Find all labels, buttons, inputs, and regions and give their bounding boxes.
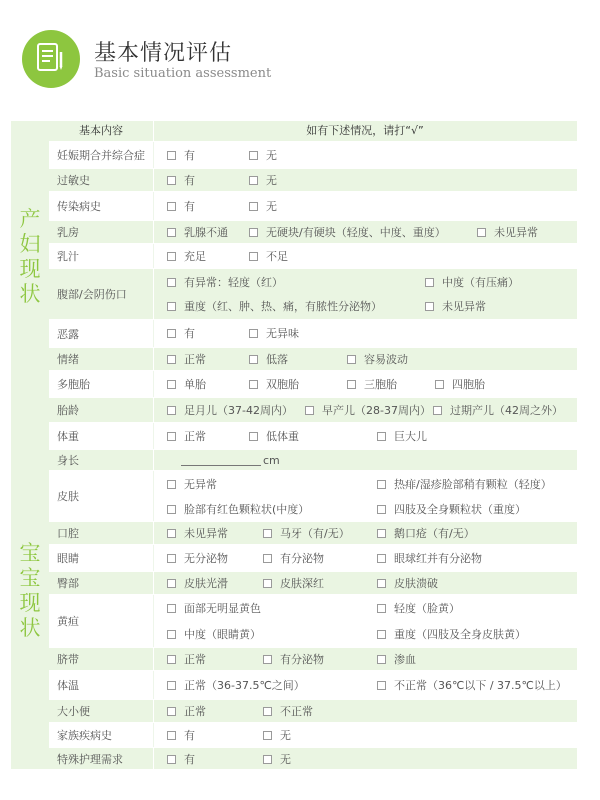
option[interactable]: 过期产儿（42周之外） [433, 403, 563, 417]
option[interactable]: 无硬块/有硬块（轻度、中度、重度） [249, 225, 446, 239]
table-row [49, 348, 577, 370]
option[interactable]: 重度（四肢及全身皮肤黄） [377, 627, 526, 641]
row-label: 腹部/会阴伤口 [57, 288, 127, 301]
checkbox[interactable] [377, 554, 386, 563]
option[interactable]: 无 [263, 752, 291, 766]
option[interactable]: 有分泌物 [263, 652, 324, 666]
row-label: 大小便 [57, 705, 90, 718]
option[interactable]: 有 [167, 199, 195, 213]
row-label: 过敏史 [57, 174, 90, 187]
checkbox[interactable] [167, 176, 176, 185]
option[interactable]: 无异常 [167, 477, 217, 491]
checkbox[interactable] [167, 655, 176, 664]
option[interactable]: 有 [167, 326, 195, 340]
table-row [49, 723, 577, 747]
checkbox[interactable] [347, 355, 356, 364]
option[interactable]: 皮肤深红 [263, 576, 324, 590]
table-row [49, 142, 577, 168]
row-label: 脐带 [57, 653, 79, 666]
option[interactable]: 无 [249, 199, 277, 213]
checkbox[interactable] [249, 176, 258, 185]
checkbox[interactable] [377, 681, 386, 690]
option[interactable]: 双胞胎 [249, 377, 299, 391]
checkbox[interactable] [263, 655, 272, 664]
checkbox[interactable] [263, 554, 272, 563]
table-row [49, 471, 577, 521]
row-label: 身长 [57, 454, 79, 467]
checkbox[interactable] [249, 380, 258, 389]
option[interactable]: 有分泌物 [263, 551, 324, 565]
option[interactable]: 皮肤光滑 [167, 576, 228, 590]
option[interactable]: 充足 [167, 249, 206, 263]
checkbox[interactable] [167, 380, 176, 389]
checkbox[interactable] [167, 630, 176, 639]
checkbox[interactable] [263, 579, 272, 588]
checkbox[interactable] [249, 151, 258, 160]
table-row [49, 700, 577, 722]
table-row [49, 595, 577, 647]
table-row [49, 371, 577, 397]
option[interactable]: 四胞胎 [435, 377, 485, 391]
side-label-baby [11, 423, 49, 769]
option[interactable]: 重度（红、肿、热、痛，有脓性分泌物） [167, 299, 382, 313]
checkbox[interactable] [249, 432, 258, 441]
option[interactable]: 未见异常 [477, 225, 538, 239]
checkbox[interactable] [249, 252, 258, 261]
checkbox[interactable] [347, 380, 356, 389]
row-label: 口腔 [57, 527, 79, 540]
checkbox[interactable] [167, 278, 176, 287]
option[interactable]: 正常 [167, 429, 206, 443]
row-label: 情绪 [57, 353, 79, 366]
checkbox[interactable] [167, 681, 176, 690]
checkbox[interactable] [167, 355, 176, 364]
option[interactable]: 面部无明显黄色 [167, 601, 261, 615]
side-char: 宝 [19, 566, 41, 590]
row-label: 皮肤 [57, 490, 79, 503]
checkbox[interactable] [477, 228, 486, 237]
row-label: 恶露 [57, 327, 79, 341]
option[interactable]: 正常 [167, 352, 206, 366]
option[interactable]: 不正常 [263, 704, 313, 718]
row-label: 妊娠期合并综合症 [57, 149, 145, 162]
side-char: 宝 [19, 541, 41, 565]
option[interactable]: 渗血 [377, 652, 416, 666]
checkbox[interactable] [263, 529, 272, 538]
side-char: 妇 [19, 232, 41, 256]
option[interactable]: 无异味 [249, 326, 299, 340]
checkbox[interactable] [263, 755, 272, 764]
page-subtitle: Basic situation assessment [94, 66, 272, 81]
table-row [49, 450, 577, 470]
table-header [49, 121, 577, 141]
checkbox[interactable] [263, 731, 272, 740]
header-instruction: 如有下述情况，请打“√” [306, 124, 424, 137]
row-label: 多胞胎 [57, 378, 90, 391]
checkbox[interactable] [377, 655, 386, 664]
checkbox[interactable] [167, 731, 176, 740]
checkbox[interactable] [167, 228, 176, 237]
option[interactable]: 巨大儿 [377, 429, 427, 443]
row-label: 家族疾病史 [57, 729, 112, 742]
checkbox[interactable] [305, 406, 314, 415]
option[interactable]: 眼球红并有分泌物 [377, 551, 482, 565]
checkbox[interactable] [377, 480, 386, 489]
checkbox[interactable] [433, 406, 442, 415]
checkbox[interactable] [167, 529, 176, 538]
table-row [49, 221, 577, 243]
checkbox[interactable] [167, 554, 176, 563]
checkbox[interactable] [425, 278, 434, 287]
option[interactable]: 皮肤溃破 [377, 576, 438, 590]
page-title: 基本情况评估 [94, 41, 233, 66]
option[interactable]: 不正常（36℃以下 / 37.5℃以上） [377, 678, 567, 692]
checkbox[interactable] [377, 579, 386, 588]
row-label: 特殊护理需求 [57, 752, 123, 766]
table-row [49, 320, 577, 347]
row-label: 乳房 [57, 226, 79, 239]
row-label: 传染病史 [57, 200, 101, 213]
checkbox[interactable] [167, 432, 176, 441]
option[interactable]: 有 [167, 148, 195, 162]
option[interactable]: 正常（36-37.5℃之间） [167, 678, 305, 692]
checkbox[interactable] [263, 707, 272, 716]
option[interactable]: 马牙（有/无） [263, 526, 350, 540]
row-label: 眼睛 [57, 552, 79, 565]
checkbox[interactable] [167, 302, 176, 311]
checkbox[interactable] [167, 329, 176, 338]
option[interactable]: 轻度（脸黄） [377, 601, 460, 615]
option[interactable]: 四肢及全身颗粒状（重度） [377, 502, 526, 516]
checkbox[interactable] [377, 432, 386, 441]
table-row [49, 748, 577, 769]
option[interactable]: 足月儿（37-42周内） [167, 403, 293, 417]
side-char: 状 [19, 282, 41, 306]
checkbox[interactable] [167, 707, 176, 716]
option[interactable]: 容易波动 [347, 352, 408, 366]
option[interactable]: 热痱/湿疹脸部稍有颗粒（轻度） [377, 477, 552, 491]
option[interactable]: 有 [167, 173, 195, 187]
option[interactable]: 单胎 [167, 377, 206, 391]
option[interactable]: 不足 [249, 249, 288, 263]
checkbox[interactable] [377, 505, 386, 514]
length-input[interactable]: cm [181, 453, 280, 467]
side-char: 状 [19, 616, 41, 640]
checkbox[interactable] [377, 529, 386, 538]
page-header [22, 30, 582, 90]
option[interactable]: 低体重 [249, 429, 299, 443]
table-row [49, 192, 577, 220]
option[interactable]: 无分泌物 [167, 551, 228, 565]
row-label: 体重 [57, 430, 79, 443]
checkbox[interactable] [167, 579, 176, 588]
table-row [49, 169, 577, 191]
option[interactable]: 有异常：轻度（红） [167, 275, 283, 289]
checkbox[interactable] [167, 406, 176, 415]
checkbox[interactable] [377, 604, 386, 613]
option[interactable]: 正常 [167, 704, 206, 718]
option[interactable]: 未见异常 [425, 299, 486, 313]
checkbox[interactable] [167, 252, 176, 261]
checkbox[interactable] [249, 228, 258, 237]
option[interactable]: 未见异常 [167, 526, 228, 540]
option[interactable]: 鹅口疮（有/无） [377, 526, 475, 540]
table-row [49, 572, 577, 594]
side-char: 现 [19, 257, 41, 281]
option[interactable]: 有 [167, 728, 195, 742]
checkbox[interactable] [167, 604, 176, 613]
option[interactable]: 无 [263, 728, 291, 742]
checkbox[interactable] [249, 329, 258, 338]
option[interactable]: 无 [249, 148, 277, 162]
option[interactable]: 乳腺不通 [167, 225, 228, 239]
option[interactable]: 无 [249, 173, 277, 187]
table-row [49, 423, 577, 449]
option[interactable]: 低落 [249, 352, 288, 366]
checkbox[interactable] [167, 151, 176, 160]
checkbox[interactable] [425, 302, 434, 311]
option[interactable]: 中度（有压痛） [425, 275, 519, 289]
checkbox[interactable] [435, 380, 444, 389]
table-row [49, 269, 577, 319]
option[interactable]: 三胞胎 [347, 377, 397, 391]
table-row [49, 244, 577, 268]
option[interactable]: 中度（眼睛黄） [167, 627, 261, 641]
option[interactable]: 正常 [167, 652, 206, 666]
checkbox[interactable] [167, 480, 176, 489]
table-row [49, 648, 577, 670]
checkbox[interactable] [249, 355, 258, 364]
checkbox[interactable] [167, 202, 176, 211]
row-label: 胎龄 [57, 404, 79, 417]
checkbox[interactable] [167, 505, 176, 514]
checkbox[interactable] [249, 202, 258, 211]
row-label: 体温 [57, 679, 79, 692]
header-basic-content: 基本内容 [79, 124, 123, 137]
table-row [49, 398, 577, 422]
document-icon [22, 30, 80, 88]
option[interactable]: 早产儿（28-37周内） [305, 403, 431, 417]
checkbox[interactable] [167, 755, 176, 764]
checkbox[interactable] [377, 630, 386, 639]
row-label: 乳汁 [57, 250, 79, 263]
row-label: 黄疸 [57, 615, 79, 628]
side-label-mother [11, 121, 49, 423]
table-row [49, 671, 577, 699]
table-row [49, 522, 577, 544]
option[interactable]: 脸部有红色颗粒状(中度） [167, 502, 309, 516]
option[interactable]: 有 [167, 752, 195, 766]
side-char: 产 [19, 207, 41, 231]
side-char: 现 [19, 591, 41, 615]
table-row [49, 545, 577, 571]
row-label: 臀部 [57, 577, 79, 590]
